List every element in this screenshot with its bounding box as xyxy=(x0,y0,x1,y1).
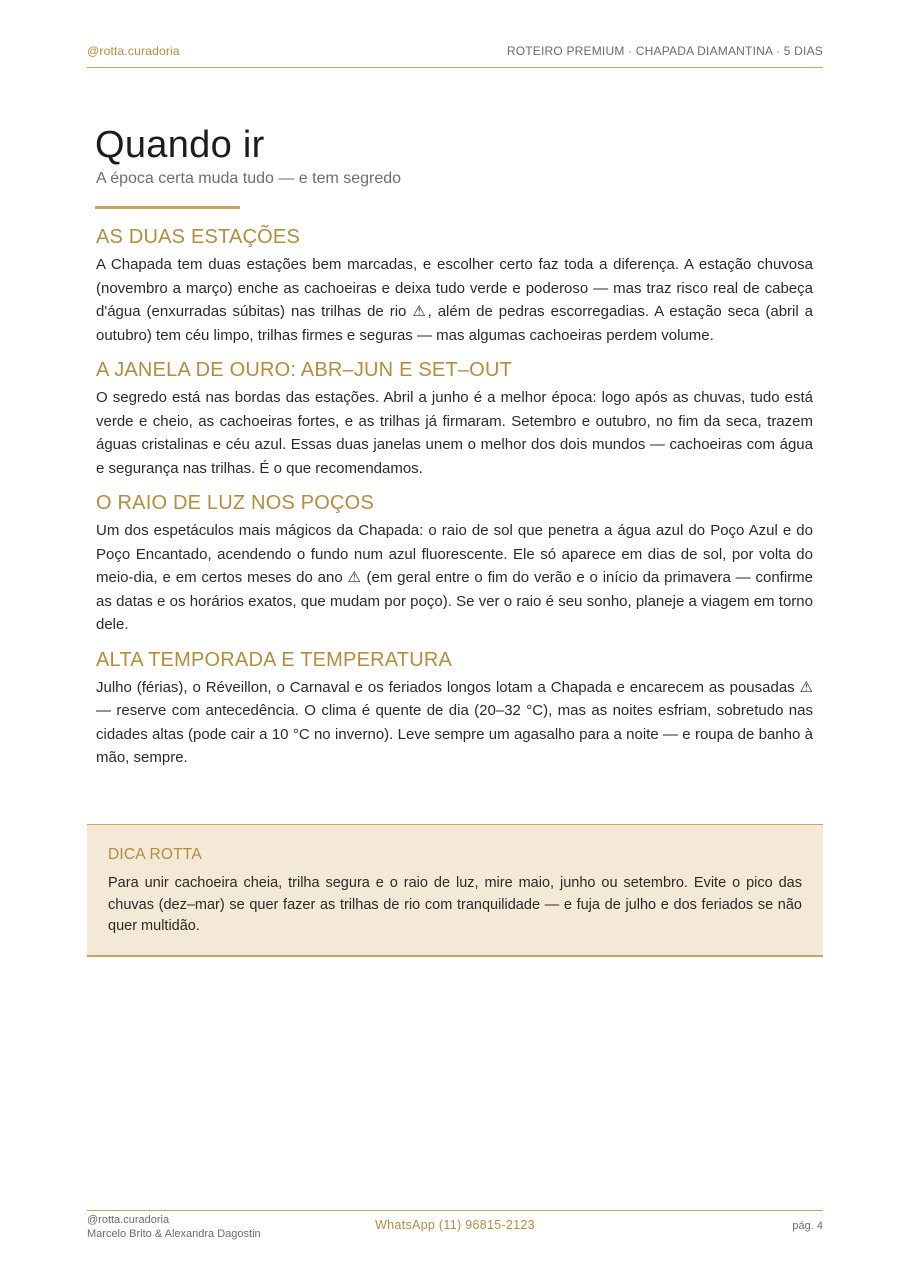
section-heading: ALTA TEMPORADA E TEMPERATURA xyxy=(96,648,453,671)
section-heading: A JANELA DE OURO: ABR–JUN E SET–OUT xyxy=(96,359,513,381)
footer-whatsapp: WhatsApp (11) 96815-2123 xyxy=(375,1218,535,1232)
section-janela-de-ouro xyxy=(96,357,813,480)
page-footer xyxy=(87,1210,823,1250)
tip-box xyxy=(87,824,823,957)
tip-title: DICA ROTTA xyxy=(108,846,202,863)
footer-page-number: pág. 4 xyxy=(792,1220,823,1232)
section-paragraph: A Chapada tem duas estações bem marcadas, e escolher certo faz toda a diferença. A estação chuvosa (novembro a março) enche as cachoeiras e deixa tudo verde e poderoso — mas traz risco real de cabeça d'água (enxurradas súbitas) nas trilhas de rio ⚠, além de pedras escorregadias. A estação seca (abril a outubro) tem céu limpo, trilhas firmes e seguras — mas algumas cachoeiras perdem volume. xyxy=(96,256,813,344)
page-subtitle: A época certa muda tudo — e tem segredo xyxy=(96,170,402,187)
section-duas-estacoes xyxy=(96,224,813,347)
section-heading: O RAIO DE LUZ NOS POÇOS xyxy=(96,492,374,514)
section-paragraph: Julho (férias), o Réveillon, o Carnaval e os feriados longos lotam a Chapada e encarecem as pousadas ⚠ — reserve com antecedência. O clima é quente de dia (20–32 °C), mas as noites esfriam, sobretudo nas cidades altas (pode cair a 10 °C no inverno). Leve sempre um agasalho para a noite — e roupa de banho à mão, sempre. xyxy=(96,678,813,766)
footer-authors: Marcelo Brito & Alexandra Dagostin xyxy=(87,1227,261,1240)
header-document-title: ROTEIRO PREMIUM · CHAPADA DIAMANTINA · 5 DIAS xyxy=(506,44,823,58)
section-heading: AS DUAS ESTAÇÕES xyxy=(96,226,300,248)
section-paragraph: O segredo está nas bordas das estações. Abril a junho é a melhor época: logo após as chuvas, tudo está verde e cheio, as cachoeiras fortes, e as trilhas já firmaram. Setembro e outubro, no fim da seca, trazem águas cristalinas e céu azul. Essas duas janelas unem o melhor dos dois mundos — cachoeiras com água e segurança nas trilhas. É o que recomendamos. xyxy=(96,389,813,477)
footer-brand: @rotta.curadoria xyxy=(87,1214,170,1226)
page-header xyxy=(87,44,823,68)
content-body xyxy=(96,224,813,780)
title-underline xyxy=(95,206,240,209)
tip-text: Para unir cachoeira cheia, trilha segura e o raio de luz, mire maio, junho ou setembro. Evite o pico das chuvas (dez–mar) se quer fazer as trilhas de rio com tranquilidade — e fuja de julho e dos feriados se não quer multidão. xyxy=(108,875,802,934)
section-alta-temporada xyxy=(96,647,813,770)
page-title: Quando ir xyxy=(95,124,265,166)
section-raio-de-luz xyxy=(96,490,813,637)
header-brand: @rotta.curadoria xyxy=(87,44,180,58)
section-paragraph: Um dos espetáculos mais mágicos da Chapada: o raio de sol que penetra a água azul do Poço Azul e do Poço Encantado, acendendo o fundo num azul fluorescente. Ele só aparece em dias de sol, por volta do meio-dia, e em certos meses do ano ⚠ (em geral entre o fim do verão e o início da primavera — confirme as datas e os horários exatos, que mudam por poço). Se ver o raio é seu sonho, planeje a viagem em torno dele. xyxy=(96,522,813,633)
